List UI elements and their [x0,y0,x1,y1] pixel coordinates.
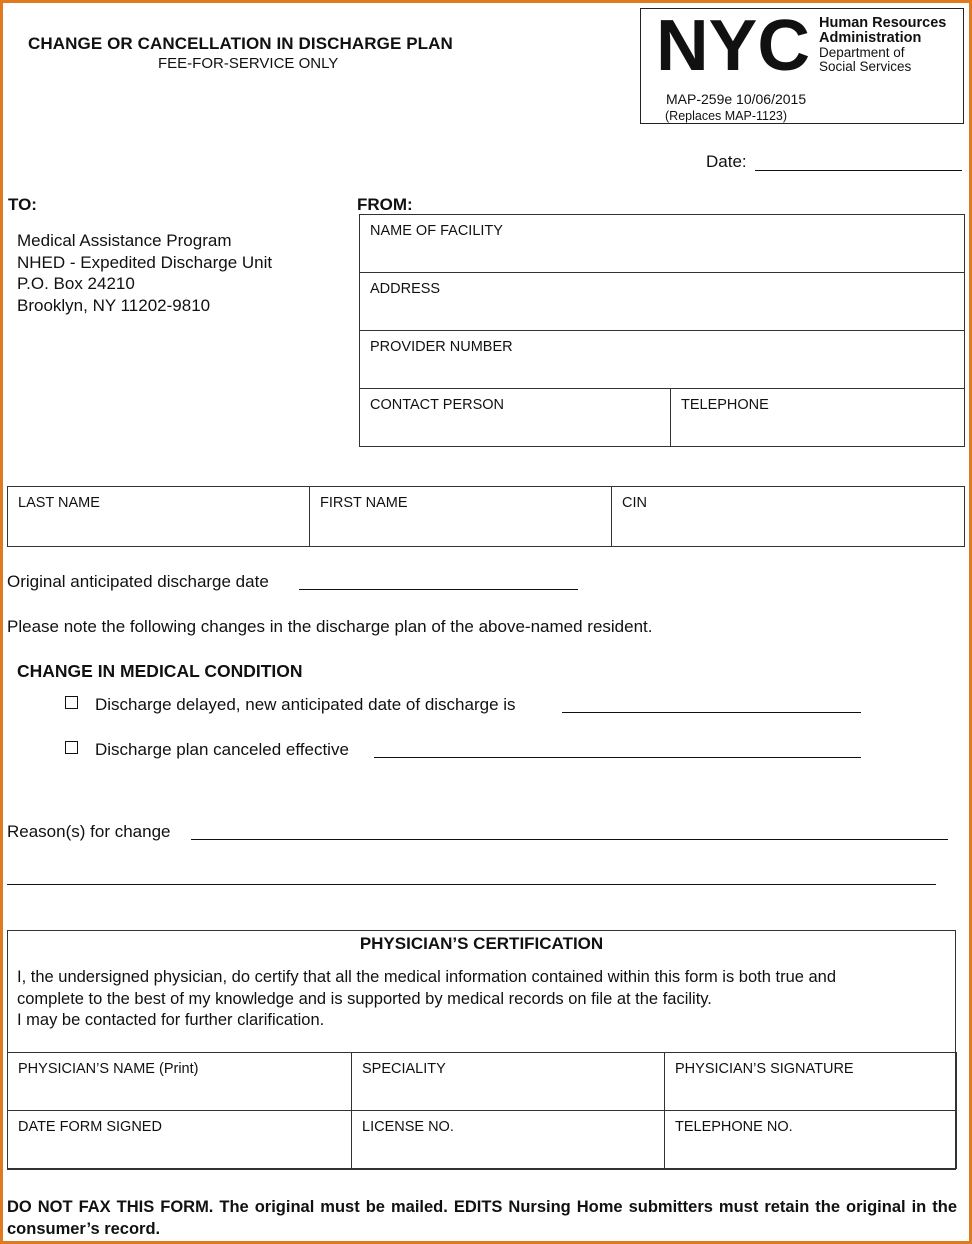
telephone-field[interactable]: TELEPHONE [671,389,965,447]
date-signed-field[interactable]: DATE FORM SIGNED [8,1111,352,1169]
discharge-canceled-label: Discharge plan canceled effective [95,740,349,759]
to-label: TO: [8,195,37,214]
facility-name-field[interactable]: NAME OF FACILITY [360,215,965,273]
speciality-field[interactable]: SPECIALITY [352,1053,665,1111]
nyc-logo [656,16,812,74]
reason-label: Reason(s) for change [7,822,171,841]
cin-field[interactable]: CIN [612,487,965,547]
form-replaces: (Replaces MAP-1123) [665,109,788,123]
canceled-effective-date-field[interactable] [374,757,861,758]
physician-telephone-field[interactable]: TELEPHONE NO. [665,1111,957,1169]
department-name: Department of Social Services [819,45,912,74]
agency-name: Human Resources Administration [819,15,947,46]
from-label: FROM: [357,195,413,214]
contact-person-field[interactable]: CONTACT PERSON [360,389,671,447]
first-name-field[interactable]: FIRST NAME [310,487,612,547]
physician-table [7,1052,957,1169]
last-name-field[interactable]: LAST NAME [8,487,310,547]
mailing-notice: DO NOT FAX THIS FORM. The original must be mailed. EDITS Nursing Home submitters must retain the original in the consumer’s record. [7,1198,957,1238]
certification-text: I, the undersigned physician, do certify that all the medical information contained within this form is both true and complete to the best of my knowledge and is supported by medical records on file at the facility. I may be contacted for further clarification. [17,968,837,1029]
svg-text:NYC: NYC [656,16,810,74]
form-subtitle: FEE-FOR-SERVICE ONLY [158,55,339,72]
recipient-address: Medical Assistance Program NHED - Expedited Discharge Unit P.O. Box 24210 Brooklyn, NY 11202-9810 [17,231,273,315]
original-discharge-date-field[interactable] [299,589,578,590]
form-title: CHANGE OR CANCELLATION IN DISCHARGE PLAN [28,34,453,53]
new-discharge-date-field[interactable] [562,712,861,713]
physician-name-field[interactable]: PHYSICIAN’S NAME (Print) [8,1053,352,1111]
original-discharge-date-label: Original anticipated discharge date [7,572,269,591]
form-number: MAP-259e 10/06/2015 [666,91,807,107]
address-field[interactable]: ADDRESS [360,273,965,331]
reason-field-line-2[interactable] [7,884,936,885]
reason-field-line-1[interactable] [191,839,948,840]
date-label: Date: [706,152,747,171]
resident-table [7,486,965,547]
discharge-delayed-checkbox[interactable] [65,696,78,709]
from-table [359,214,965,447]
discharge-delayed-label: Discharge delayed, new anticipated date of discharge is [95,695,516,714]
certification-title: PHYSICIAN’S CERTIFICATION [359,934,604,953]
physician-signature-field[interactable]: PHYSICIAN’S SIGNATURE [665,1053,957,1111]
medical-condition-heading: CHANGE IN MEDICAL CONDITION [17,661,303,681]
discharge-canceled-checkbox[interactable] [65,741,78,754]
provider-number-field[interactable]: PROVIDER NUMBER [360,331,965,389]
license-number-field[interactable]: LICENSE NO. [352,1111,665,1169]
date-field[interactable] [755,170,962,171]
changes-note: Please note the following changes in the discharge plan of the above-named resident. [7,617,653,636]
